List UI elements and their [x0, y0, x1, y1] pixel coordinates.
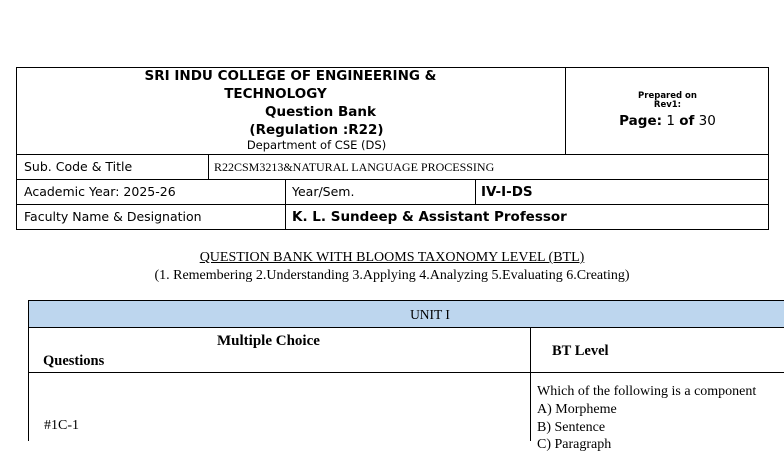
sub-code-value: R22CSM3213&NATURAL LANGUAGE PROCESSING	[214, 160, 495, 174]
prepared-on: Prepared on	[638, 91, 697, 101]
info-divider-1	[208, 154, 209, 180]
btl-heading: QUESTION BANK WITH BLOOMS TAXONOMY LEVEL (BTL)	[199, 250, 585, 265]
doc-title: Question Bank	[265, 104, 376, 120]
unit-title: UNIT I	[410, 307, 450, 322]
academic-year: Academic Year: 2025-26	[24, 184, 176, 199]
page-label: Page:	[619, 113, 663, 129]
page-current: 1	[666, 113, 675, 129]
sub-code-label: Sub. Code & Title	[24, 159, 133, 174]
option-b: B) Sentence	[537, 420, 606, 435]
faculty-value: K. L. Sundeep & Assistant Professor	[292, 209, 567, 225]
question-text: Which of the following is a component	[537, 384, 757, 399]
college-name-line2: TECHNOLOGY	[224, 86, 327, 102]
page-indicator	[566, 112, 769, 130]
row-id: #1C-1	[44, 418, 79, 433]
table-left-border	[28, 372, 29, 441]
column-bt-level: BT Level	[552, 343, 609, 359]
faculty-label: Faculty Name & Designation	[24, 209, 202, 224]
table-col-divider	[530, 327, 531, 441]
department: Department of CSE (DS)	[246, 138, 387, 152]
revision: Rev1:	[653, 100, 682, 110]
option-a: A) Morpheme	[537, 402, 617, 417]
option-c: C) Paragraph	[537, 437, 612, 452]
info-divider-2	[285, 179, 286, 205]
column-questions: Questions	[43, 353, 105, 369]
college-name-line1: SRI INDU COLLEGE OF ENGINEERING &	[144, 68, 437, 84]
year-sem-label: Year/Sem.	[292, 184, 355, 199]
section-multiple-choice: Multiple Choice	[217, 333, 320, 349]
info-divider-3	[475, 179, 476, 205]
regulation: (Regulation :R22)	[249, 122, 384, 138]
page-total: 30	[698, 113, 716, 129]
info-divider-4	[285, 204, 286, 230]
page-of: of	[679, 113, 695, 129]
header-divider	[565, 67, 566, 155]
btl-levels: (1. Remembering 2.Understanding 3.Applying 4.Analyzing 5.Evaluating 6.Creating)	[154, 268, 630, 283]
table-header-row	[28, 327, 784, 373]
year-sem-value: IV-I-DS	[481, 184, 533, 200]
